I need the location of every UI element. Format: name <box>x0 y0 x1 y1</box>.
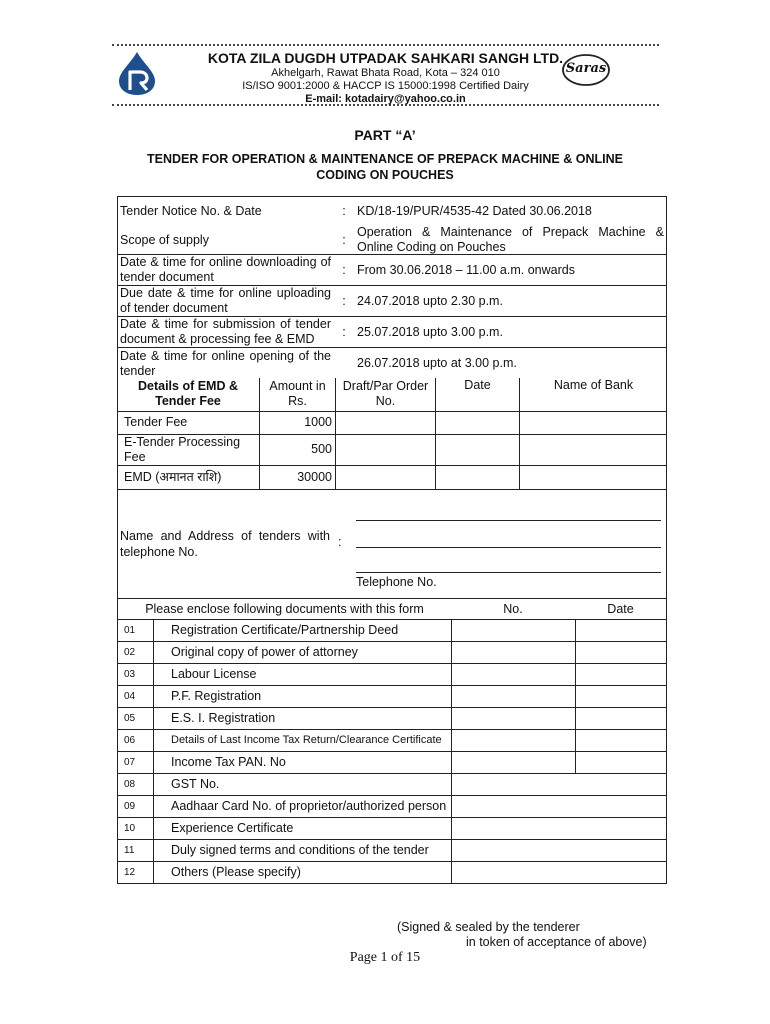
address-label: Name and Address of tenders with telephone No. <box>120 529 330 559</box>
document-number: 11 <box>118 840 154 862</box>
document-row <box>118 862 667 884</box>
document-row <box>118 774 667 796</box>
document-value-cell[interactable] <box>451 774 667 796</box>
document-no-cell[interactable] <box>451 642 575 664</box>
document-name: Registration Certificate/Partnership Deed <box>154 620 452 642</box>
info-colon: : <box>334 286 354 317</box>
signature-line-1: (Signed & sealed by the tenderer <box>397 920 580 934</box>
info-label: Date & time for submission of tender document & processing fee & EMD <box>117 317 334 348</box>
emd-draft-header: Draft/Par Order No. <box>336 378 436 411</box>
info-row <box>117 199 667 223</box>
document-name: Details of Last Income Tax Return/Clearance Certificate <box>154 730 452 752</box>
info-row <box>117 255 667 286</box>
document-number: 04 <box>118 686 154 708</box>
document-value-cell[interactable] <box>451 862 667 884</box>
document-date-cell[interactable] <box>575 752 667 774</box>
header-top-border <box>112 44 659 46</box>
emd-row <box>117 434 667 465</box>
org-address: Akhelgarh, Rawat Bhata Road, Kota – 324 010 <box>271 67 500 79</box>
emd-header-row <box>117 378 667 411</box>
telephone-label: Telephone No. <box>356 575 437 589</box>
emd-bank-cell[interactable] <box>520 411 668 434</box>
document-no-cell[interactable] <box>451 664 575 686</box>
saras-logo-text: Saras <box>565 61 607 76</box>
document-date-cell[interactable] <box>575 686 667 708</box>
info-value: KD/18-19/PUR/4535-42 Dated 30.06.2018 <box>357 203 592 218</box>
info-value: Operation & Maintenance of Prepack Machine & Online Coding on Pouches <box>357 225 664 254</box>
info-colon: : <box>342 232 346 247</box>
document-number: 09 <box>118 796 154 818</box>
document-number: 10 <box>118 818 154 840</box>
emd-date-cell[interactable] <box>436 465 520 489</box>
document-name: Duly signed terms and conditions of the tender <box>154 840 452 862</box>
documents-date-header: Date <box>575 599 667 620</box>
info-value: From 30.06.2018 – 11.00 a.m. onwards <box>354 255 667 286</box>
document-date-cell[interactable] <box>575 730 667 752</box>
document-number: 06 <box>118 730 154 752</box>
info-row <box>117 348 667 380</box>
document-date-cell[interactable] <box>575 664 667 686</box>
tender-dates-table <box>117 254 667 380</box>
info-colon <box>334 348 354 380</box>
document-row <box>118 620 667 642</box>
document-name: Labour License <box>154 664 452 686</box>
documents-table <box>117 598 667 884</box>
info-label: Due date & time for online uploading of tender document <box>117 286 334 317</box>
document-name: Others (Please specify) <box>154 862 452 884</box>
document-row <box>118 686 667 708</box>
emd-row <box>117 465 667 489</box>
emd-row <box>117 411 667 434</box>
emd-table <box>117 378 667 490</box>
documents-header: Please enclose following documents with this form <box>118 599 452 620</box>
part-title: PART “A’ <box>354 127 416 143</box>
document-name: Aadhaar Card No. of proprietor/authorized person <box>154 796 452 818</box>
address-colon: : <box>338 535 342 549</box>
info-label: Scope of supply <box>120 232 209 247</box>
saras-logo <box>561 52 611 88</box>
info-value: 25.07.2018 upto 3.00 p.m. <box>354 317 667 348</box>
emd-row-label: EMD (अमानत राशि) <box>117 465 260 489</box>
document-value-cell[interactable] <box>451 796 667 818</box>
document-name: Experience Certificate <box>154 818 452 840</box>
document-number: 05 <box>118 708 154 730</box>
document-row <box>118 818 667 840</box>
org-certification: IS/ISO 9001:2000 & HACCP IS 15000:1998 Certified Dairy <box>242 80 529 92</box>
emd-row-label: Tender Fee <box>117 411 260 434</box>
document-number: 07 <box>118 752 154 774</box>
emd-row-label: E-Tender Processing Fee <box>117 434 260 465</box>
documents-no-header: No. <box>451 599 575 620</box>
emd-draft-cell[interactable] <box>336 434 436 465</box>
address-line-2[interactable] <box>356 547 661 548</box>
org-name: KOTA ZILA DUGDH UTPADAK SAHKARI SANGH LTD. <box>207 50 564 66</box>
address-line-1[interactable] <box>356 520 661 521</box>
document-date-cell[interactable] <box>575 708 667 730</box>
document-date-cell[interactable] <box>575 642 667 664</box>
emd-date-cell[interactable] <box>436 411 520 434</box>
signature-line-2: in token of acceptance of above) <box>466 935 647 949</box>
emd-draft-cell[interactable] <box>336 465 436 489</box>
document-value-cell[interactable] <box>451 818 667 840</box>
emd-row-amount: 30000 <box>260 465 336 489</box>
document-row <box>118 642 667 664</box>
emd-details-header: Details of EMD & Tender Fee <box>117 378 260 411</box>
document-row <box>118 752 667 774</box>
emd-bank-header: Name of Bank <box>520 378 668 411</box>
address-line-3[interactable] <box>356 572 661 573</box>
documents-header-row <box>118 599 667 620</box>
emd-date-header: Date <box>436 378 520 411</box>
document-row <box>118 664 667 686</box>
document-number: 01 <box>118 620 154 642</box>
document-row <box>118 840 667 862</box>
document-date-cell[interactable] <box>575 620 667 642</box>
emd-date-cell[interactable] <box>436 434 520 465</box>
info-colon: : <box>342 203 346 218</box>
document-no-cell[interactable] <box>451 686 575 708</box>
document-no-cell[interactable] <box>451 730 575 752</box>
info-colon: : <box>334 317 354 348</box>
document-row <box>118 730 667 752</box>
emd-amount-header: Amount in Rs. <box>260 378 336 411</box>
info-label: Tender Notice No. & Date <box>120 203 262 218</box>
info-row <box>117 286 667 317</box>
info-value: 26.07.2018 upto at 3.00 p.m. <box>354 348 667 380</box>
emd-row-amount: 500 <box>260 434 336 465</box>
document-name: Income Tax PAN. No <box>154 752 452 774</box>
emd-draft-cell[interactable] <box>336 411 436 434</box>
document-no-cell[interactable] <box>451 752 575 774</box>
emd-bank-cell[interactable] <box>520 434 668 465</box>
org-email: E-mail: kotadairy@yahoo.co.in <box>305 93 466 105</box>
info-value: 24.07.2018 upto 2.30 p.m. <box>354 286 667 317</box>
document-number: 02 <box>118 642 154 664</box>
document-number: 08 <box>118 774 154 796</box>
tender-title-line-1: TENDER FOR OPERATION & MAINTENANCE OF PREPACK MACHINE & ONLINE <box>147 152 623 166</box>
document-name: E.S. I. Registration <box>154 708 452 730</box>
document-name: GST No. <box>154 774 452 796</box>
document-row <box>118 796 667 818</box>
document-row <box>118 708 667 730</box>
tender-title-line-2: CODING ON POUCHES <box>316 168 454 182</box>
document-number: 03 <box>118 664 154 686</box>
document-no-cell[interactable] <box>451 708 575 730</box>
emd-bank-cell[interactable] <box>520 465 668 489</box>
info-row <box>117 317 667 348</box>
tender-info-table <box>117 199 667 257</box>
document-no-cell[interactable] <box>451 620 575 642</box>
info-colon: : <box>334 255 354 286</box>
info-label: Date & time for online opening of the tender <box>117 348 334 380</box>
info-label: Date & time for online downloading of tender document <box>117 255 334 286</box>
document-number: 12 <box>118 862 154 884</box>
document-name: Original copy of power of attorney <box>154 642 452 664</box>
info-row <box>117 223 667 257</box>
document-value-cell[interactable] <box>451 840 667 862</box>
emd-row-amount: 1000 <box>260 411 336 434</box>
page-number: Page 1 of 15 <box>349 950 421 965</box>
document-name: P.F. Registration <box>154 686 452 708</box>
